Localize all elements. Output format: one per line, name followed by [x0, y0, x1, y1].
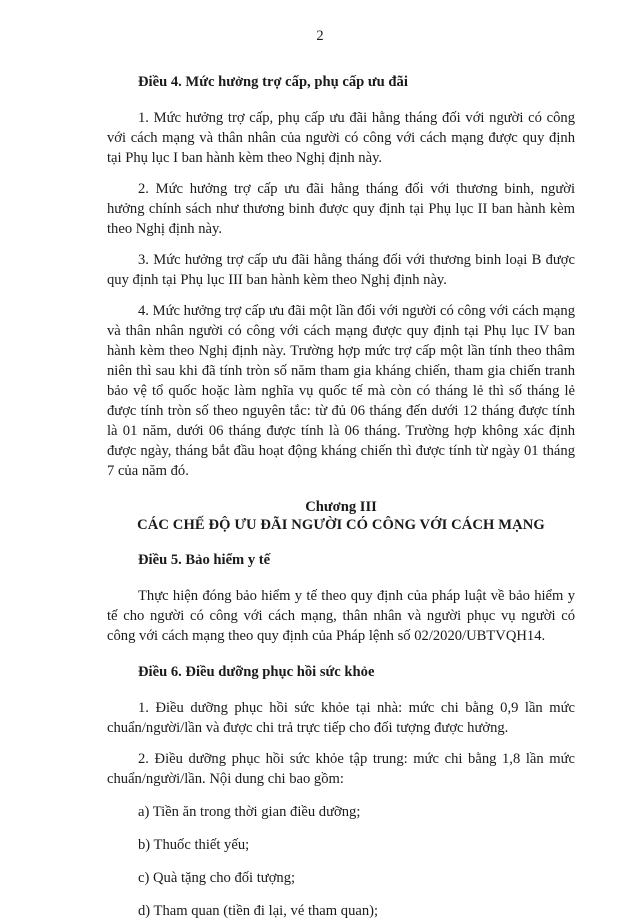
list-item: d) Tham quan (tiền đi lại, vé tham quan);	[138, 903, 379, 919]
article-6-clause-1: 1. Điều dưỡng phục hồi sức khỏe tại nhà: mức chi bằng 0,9 lần mức chuẩn/người/lần và được chi trả trực tiếp cho đối tượng được hưởng.	[107, 700, 575, 736]
article-5-paragraph: Thực hiện đóng bảo hiểm y tế theo quy định của pháp luật về bảo hiểm y tế cho người có công với cách mạng, thân nhân và người phục vụ người có công với cách mạng theo quy định của Pháp lệnh số 02/2020/UBTVQH14.	[107, 588, 575, 644]
chapter-label: Chương III	[305, 499, 377, 515]
chapter-title: CÁC CHẾ ĐỘ ƯU ĐÃI NGƯỜI CÓ CÔNG VỚI CÁCH MẠNG	[137, 517, 545, 533]
article-5-title: Điều 5. Bảo hiểm y tế	[138, 552, 271, 568]
article-4-title: Điều 4. Mức hưởng trợ cấp, phụ cấp ưu đãi	[138, 74, 408, 90]
article-4-clause-3: 3. Mức hưởng trợ cấp ưu đãi hằng tháng đối với thương binh loại B được quy định tại Phụ lục III ban hành kèm theo Nghị định này.	[107, 252, 575, 288]
list-item: b) Thuốc thiết yếu;	[138, 837, 250, 853]
page-number: 2	[316, 28, 324, 44]
article-6-title: Điều 6. Điều dưỡng phục hồi sức khỏe	[138, 664, 375, 680]
list-item: a) Tiền ăn trong thời gian điều dưỡng;	[138, 804, 361, 820]
article-4-clause-4: 4. Mức hưởng trợ cấp ưu đãi một lần đối với người có công với cách mạng và thân nhân người có công với cách mạng được quy định tại Phụ lục IV ban hành kèm theo Nghị định này. Trường hợp mức trợ cấp một lần tính theo thâm niên thì sau khi đã tính tròn số năm tham gia kháng chiến, tham gia chiến tranh bảo vệ tổ quốc hoặc làm nghĩa vụ quốc tế mà còn có tháng lẻ thì số tháng lẻ được tính tròn số theo nguyên tắc: từ đủ 06 tháng đến dưới 12 tháng được tính là 01 năm, dưới 06 tháng được tính là 06 tháng. Trường hợp không xác định được ngày, tháng bắt đầu hoạt động kháng chiến thì được tính từ ngày 01 tháng 7 của năm đó.	[107, 303, 576, 479]
article-6-clause-2: 2. Điều dưỡng phục hồi sức khỏe tập trung: mức chi bằng 1,8 lần mức chuẩn/người/lần. Nội dung chi bao gồm:	[107, 751, 575, 787]
list-item: c) Quà tặng cho đối tượng;	[138, 870, 296, 886]
document-body	[107, 72, 575, 921]
article-4-clause-2: 2. Mức hưởng trợ cấp ưu đãi hằng tháng đối với thương binh, người hưởng chính sách như thương binh được quy định tại Phụ lục II ban hành kèm theo Nghị định này.	[107, 181, 575, 237]
article-4-clause-1: 1. Mức hưởng trợ cấp, phụ cấp ưu đãi hằng tháng đối với người có công với cách mạng và thân nhân của người có công với cách mạng được quy định tại Phụ lục I ban hành kèm theo Nghị định này.	[107, 110, 575, 166]
